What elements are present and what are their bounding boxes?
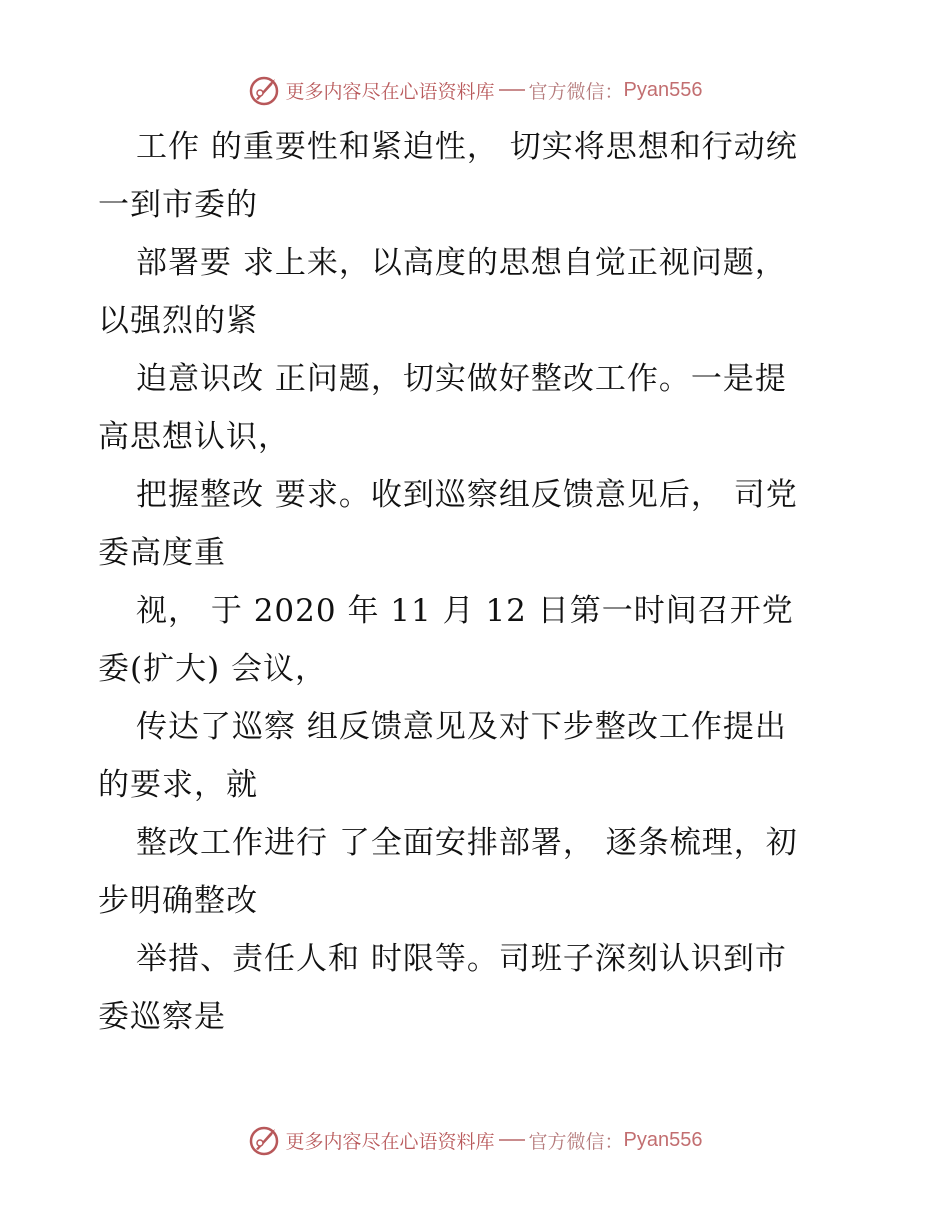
pen-logo-icon bbox=[248, 73, 282, 107]
paragraph bbox=[98, 582, 858, 698]
paragraph-line: 委巡察是 bbox=[98, 999, 226, 1035]
paragraph bbox=[98, 118, 858, 234]
paragraph-line: 的要求，就 bbox=[98, 767, 258, 803]
banner-id: Pyan556 bbox=[623, 78, 703, 101]
paragraph-line: 传达了巡察 组反馈意见及对下步整改工作提出 bbox=[136, 709, 787, 745]
footer-banner bbox=[0, 1120, 950, 1160]
paragraph-line: 步明确整改 bbox=[98, 883, 258, 919]
paragraph bbox=[98, 234, 858, 350]
paragraph-line: 举措、责任人和 时限等。司班子深刻认识到市 bbox=[136, 941, 787, 977]
banner-text: 更多内容尽在心语资料库 bbox=[285, 1130, 495, 1153]
paragraph-line: 把握整改 要求。收到巡察组反馈意见后， 司党 bbox=[136, 477, 798, 513]
header-banner bbox=[0, 70, 950, 110]
paragraph-line: 一到市委的 bbox=[98, 187, 258, 223]
banner-dash bbox=[499, 1139, 525, 1141]
banner-dash bbox=[499, 89, 525, 91]
paragraph-line: 工作 的重要性和紧迫性， 切实将思想和行动统 bbox=[136, 129, 798, 165]
paragraph bbox=[98, 350, 858, 466]
paragraph-line: 迫意识改 正问题，切实做好整改工作。一是提 bbox=[136, 361, 787, 397]
document-body bbox=[98, 118, 858, 1046]
paragraph-line: 部署要 求上来，以高度的思想自觉正视问题， bbox=[136, 245, 787, 281]
paragraph-line: 视， 于 2020 年 11 月 12 日第一时间召开党 bbox=[136, 593, 794, 629]
paragraph bbox=[98, 466, 858, 582]
paragraph-line: 高思想认识， bbox=[98, 419, 290, 455]
paragraph bbox=[98, 930, 858, 1046]
paragraph-line: 委高度重 bbox=[98, 535, 226, 571]
banner-label: 官方微信： bbox=[528, 1130, 624, 1153]
paragraph bbox=[98, 814, 858, 930]
banner-label: 官方微信： bbox=[528, 80, 624, 103]
paragraph bbox=[98, 698, 858, 814]
banner-text: 更多内容尽在心语资料库 bbox=[285, 80, 495, 103]
paragraph-line: 以强烈的紧 bbox=[98, 303, 258, 339]
banner-id: Pyan556 bbox=[623, 1128, 703, 1151]
pen-logo-icon bbox=[248, 1123, 282, 1157]
paragraph-line: 整改工作进行 了全面安排部署， 逐条梳理，初 bbox=[136, 825, 798, 861]
paragraph-line: 委(扩大) 会议， bbox=[98, 651, 328, 687]
